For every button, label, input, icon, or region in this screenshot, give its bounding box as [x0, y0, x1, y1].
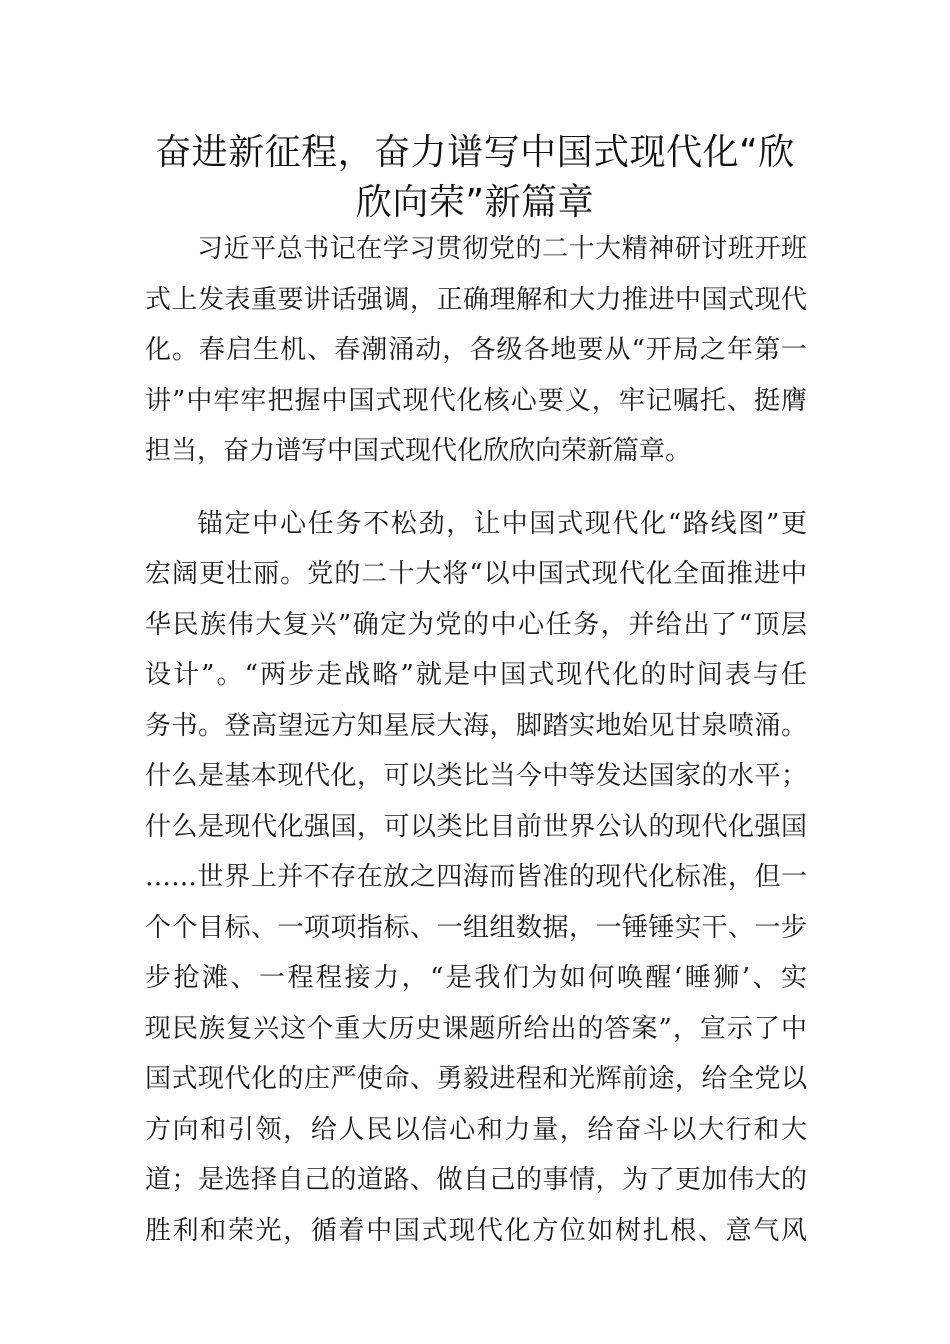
paragraph-line: 道；是选择自己的道路、做自己的事情，为了更加伟大的: [145, 1165, 807, 1195]
paragraph-line: 讲”中牢牢把握中国式现代化核心要义，牢记嘱托、挺膺: [145, 385, 807, 416]
paragraph-line: 国式现代化的庄严使命、勇毅进程和光辉前途，给全党以: [145, 1064, 807, 1094]
paragraph-line: 现民族复兴这个重大历史课题所给出的答案”，宣示了中: [145, 1013, 807, 1044]
title-line-2: 欣向荣”新篇章: [355, 182, 595, 223]
paragraph-line: 什么是基本现代化，可以类比当今中等发达国家的水平；: [145, 761, 807, 791]
paragraph-line: 宏阔更壮丽。党的二十大将“以中国式现代化全面推进中: [145, 559, 807, 589]
title-line-1: 奋进新征程，奋力谱写中国式现代化“欣: [155, 132, 795, 173]
paragraph-line: 习近平总书记在学习贯彻党的二十大精神研讨班开班: [197, 234, 807, 264]
paragraph-line: 方向和引领，给人民以信心和力量，给奋斗以大行和大: [145, 1114, 807, 1145]
paragraph-line: 个个目标、一项项指标、一组组数据，一锤锤实干、一步: [145, 912, 807, 943]
paragraph-line: 化。春启生机、春潮涌动，各级各地要从“开局之年第一: [145, 335, 807, 365]
paragraph-line: 式上发表重要讲话强调，正确理解和大力推进中国式现代: [145, 284, 807, 315]
page-title: [130, 128, 820, 228]
paragraph-line: 务书。登高望远方知星辰大海，脚踏实地始见甘泉喷涌。: [145, 710, 807, 741]
paragraph-line: 华民族伟大复兴”确定为党的中心任务，并给出了“顶层: [145, 609, 807, 640]
paragraph-line: 设计”。“两步走战略”就是中国式现代化的时间表与任: [145, 660, 807, 690]
paragraph-1: [145, 224, 807, 477]
article-body: [145, 224, 807, 1256]
paragraph-line: ……世界上并不存在放之四海而皆准的现代化标准，但一: [145, 862, 807, 892]
paragraph-spacer: [145, 477, 807, 499]
paragraph-line: 步抢滩、一程程接力，“是我们为如何唤醒‘睡狮’、实: [145, 963, 807, 993]
paragraph-line: 担当，奋力谱写中国式现代化欣欣向荣新篇章。: [145, 436, 692, 466]
paragraph-line: 什么是现代化强国，可以类比目前世界公认的现代化强国: [145, 811, 807, 842]
paragraph-2: [145, 499, 807, 1257]
paragraph-line: 锚定中心任务不松劲，让中国式现代化“路线图”更: [197, 508, 807, 539]
paragraph-line: 胜利和荣光，循着中国式现代化方位如树扎根、意气风: [145, 1215, 807, 1246]
